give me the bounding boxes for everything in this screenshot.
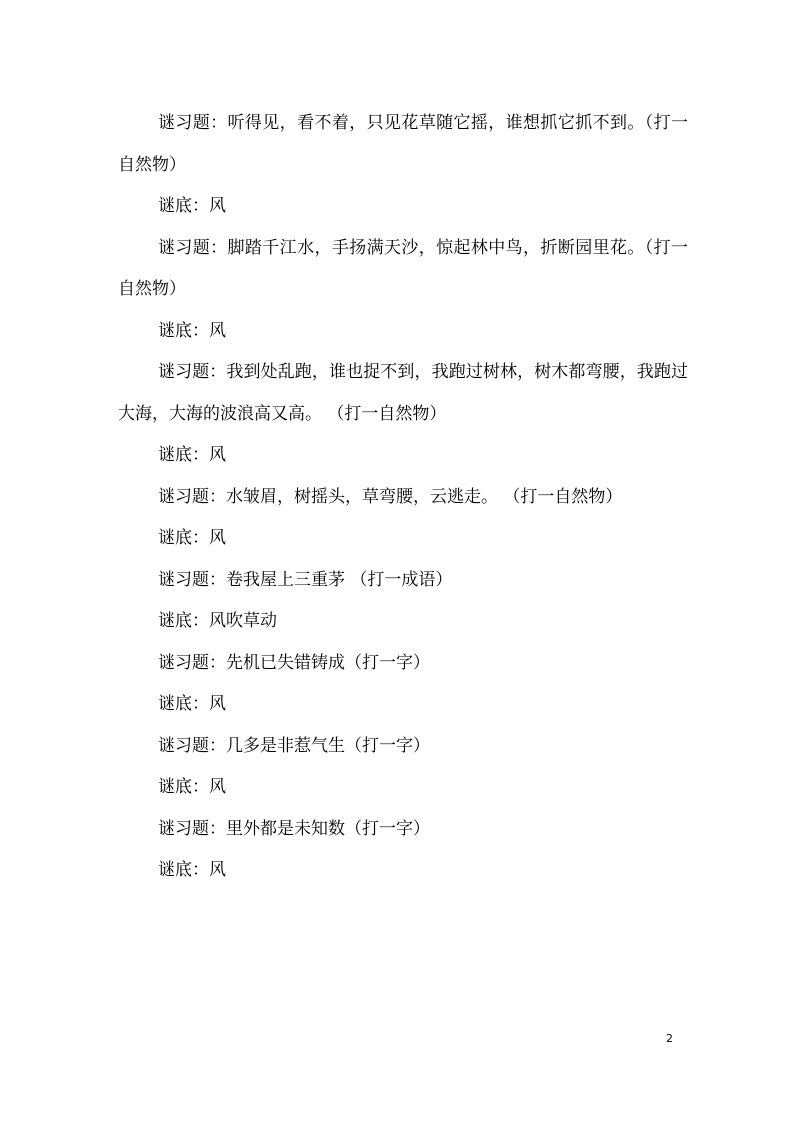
riddle-question: 谜习题：卷我屋上三重茅 （打一成语） bbox=[158, 569, 453, 590]
riddle-question: 谜习题：脚踏千江水，手扬满天沙，惊起林中鸟，折断园里花。（打一自然物） bbox=[118, 237, 688, 299]
riddle-answer: 谜底：风 bbox=[158, 528, 226, 548]
riddle-answer: 谜底：风 bbox=[158, 445, 226, 465]
riddle-answer: 谜底：风吹草动 bbox=[158, 611, 277, 631]
riddle-question: 谜习题：里外都是未知数（打一字） bbox=[158, 818, 430, 839]
document-body bbox=[118, 103, 688, 892]
riddle-answer: 谜底：风 bbox=[158, 860, 226, 880]
riddle-answer: 谜底：风 bbox=[158, 777, 226, 797]
riddle-answer: 谜底：风 bbox=[158, 196, 226, 216]
riddle-question: 谜习题：水皱眉，树摇头，草弯腰，云逃走。 （打一自然物） bbox=[158, 486, 623, 507]
page-number: 2 bbox=[666, 1032, 673, 1045]
riddle-question: 谜习题：我到处乱跑，谁也捉不到，我跑过树林，树木都弯腰，我跑过大海，大海的波浪高又高。 （打一自然物） bbox=[118, 362, 688, 424]
riddle-question: 谜习题：几多是非惹气生（打一字） bbox=[158, 735, 430, 756]
riddle-answer: 谜底：风 bbox=[158, 320, 226, 341]
riddle-question: 谜习题：先机已失错铸成（打一字） bbox=[158, 652, 430, 673]
riddle-answer: 谜底：风 bbox=[158, 694, 226, 714]
riddle-question: 谜习题：听得见，看不着，只见花草随它摇，谁想抓它抓不到。（打一自然物） bbox=[118, 113, 688, 175]
